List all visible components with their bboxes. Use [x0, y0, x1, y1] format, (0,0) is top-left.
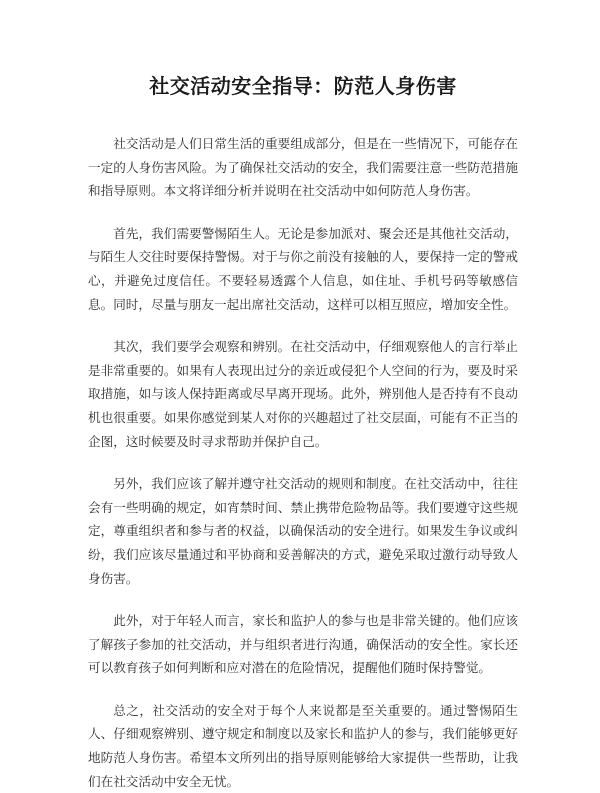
document-title: 社交活动安全指导：防范人身伤害 — [149, 74, 457, 98]
paragraph-intro: 社交活动是人们日常生活的重要组成部分，但是在一些情况下，可能存在一定的人身伤害风险。为了确保社交活动的安全，我们需要注意一些防范措施和指导原则。本文将详细分析并说明在社交活动中如何防范人身伤害。 — [88, 136, 518, 199]
paragraph-rules: 另外，我们应该了解并遵守社交活动的规则和制度。在社交活动中，往往会有一些明确的规定，如宵禁时间、禁止携带危险物品等。我们要遵守这些规定，尊重组织者和参与者的权益，以确保活动的安全进行。如果发生争议或纠纷，我们应该尽量通过和平协商和妥善解决的方式，避免采取过激行动导致人身伤害。 — [88, 476, 518, 586]
paragraph-strangers: 首先，我们需要警惕陌生人。无论是参加派对、聚会还是其他社交活动，与陌生人交往时要保持警惕。对于与你之前没有接触的人，要保持一定的警戒心，并避免过度信任。不要轻易透露个人信息，如住址、手机号码等敏感信息。同时，尽量与朋友一起出席社交活动，这样可以相互照应，增加安全性。 — [88, 225, 518, 312]
paragraph-observation: 其次，我们要学会观察和辨别。在社交活动中，仔细观察他人的言行举止是非常重要的。如果有人表现出过分的亲近或侵犯个人空间的行为，要及时采取措施，如与该人保持距离或尽早离开现场。此外，辨别他人是否持有不良动机也很重要。如果你感觉到某人对你的兴趣超过了社交层面，可能有不正当的企图，这时候要及时寻求帮助并保护自己。 — [88, 339, 518, 449]
paragraph-conclusion: 总之，社交活动的安全对于每个人来说都是至关重要的。通过警惕陌生人、仔细观察辨别、遵守规定和制度以及家长和监护人的参与，我们能够更好地防范人身伤害。希望本文所列出的指导原则能够给大家提供一些帮助，让我们在社交活动中安全无忧。 — [88, 702, 518, 789]
paragraph-parents: 此外，对于年轻人而言，家长和监护人的参与也是非常关键的。他们应该了解孩子参加的社交活动，并与组织者进行沟通，确保活动的安全性。家长还可以教育孩子如何判断和应对潜在的危险情况，提醒他们随时保持警觉。 — [88, 613, 518, 676]
